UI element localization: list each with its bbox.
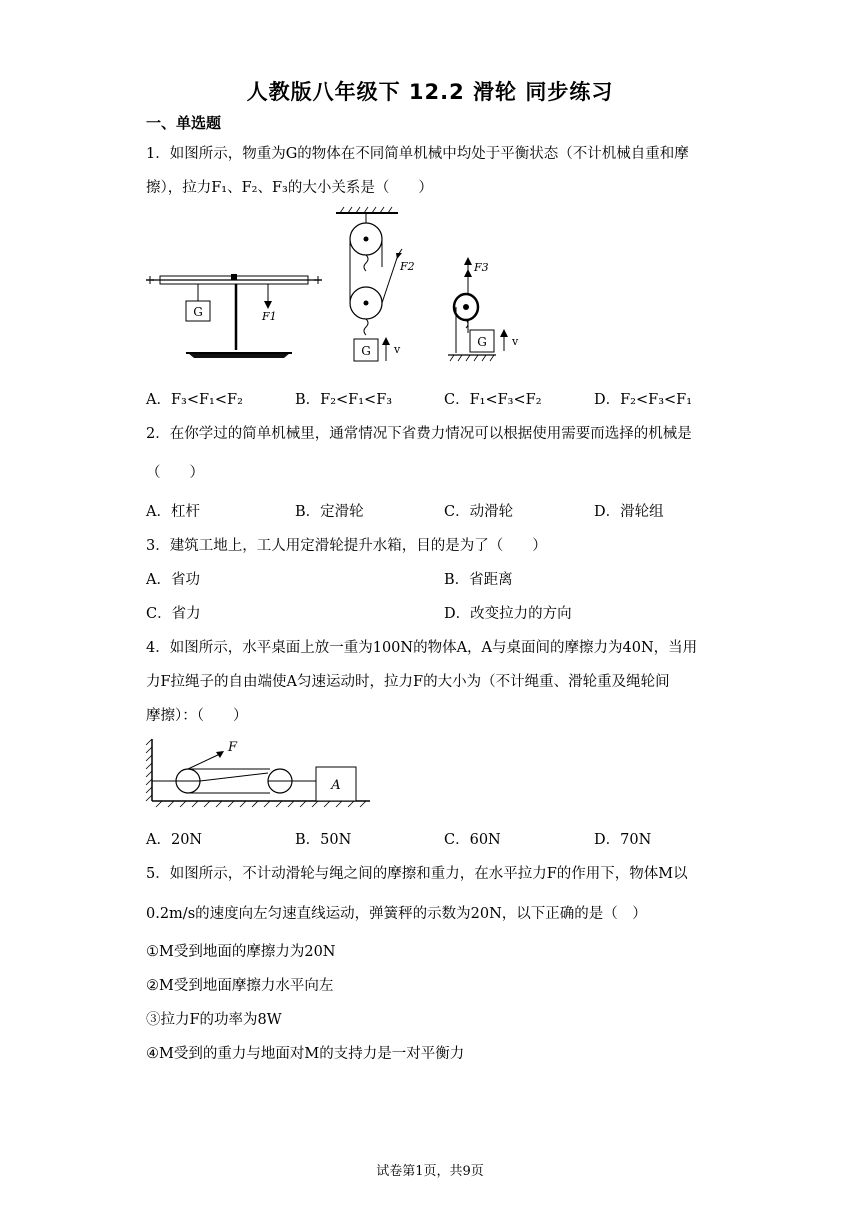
- q1-v-label-1: v: [394, 343, 401, 356]
- q2-stem-line1: 2．在你学过的简单机械里，通常情况下省费力情况可以根据使用需要而选择的机械是: [146, 426, 692, 442]
- q4-option-d[interactable]: D．70N: [594, 832, 652, 848]
- q4-stem-line2: 力F拉绳子的自由端使A匀速运动时，拉力F的大小为（不计绳重、滑轮重及绳轮间: [146, 674, 670, 690]
- q3-stem: 3．建筑工地上，工人用定滑轮提升水箱，目的是为了（ ）: [146, 538, 547, 554]
- q4-option-c[interactable]: C．60N: [444, 832, 501, 848]
- q1-f3-label: F3: [474, 261, 489, 274]
- q5-statement-4: ④M受到的重力与地面对M的支持力是一对平衡力: [146, 1046, 465, 1062]
- q1-option-b[interactable]: B．F₂<F₁<F₃: [295, 392, 393, 408]
- q4-a-label: A: [331, 778, 341, 793]
- lever-diagram: [146, 274, 322, 358]
- q5-stem-line1: 5．如图所示，不计动滑轮与绳之间的摩擦和重力，在水平拉力F的作用下，物体M以: [146, 866, 688, 882]
- q3-option-a[interactable]: A．省功: [146, 572, 200, 588]
- q4-stem-line3: 摩擦）：（ ）: [146, 708, 248, 724]
- q1-f2-label: F2: [400, 260, 415, 273]
- q1-pulley-g-label: G: [361, 344, 371, 358]
- q5-statement-3: ③拉力F的功率为8W: [146, 1012, 282, 1028]
- q4-option-b[interactable]: B．50N: [295, 832, 352, 848]
- q1-f1-label: F1: [262, 310, 277, 323]
- pulley-system-f3: [448, 257, 519, 361]
- q2-option-c[interactable]: C．动滑轮: [444, 504, 514, 520]
- q4-f-label: F: [228, 740, 238, 755]
- q1-option-c[interactable]: C．F₁<F₃<F₂: [444, 392, 542, 408]
- q4-figure: [140, 735, 380, 810]
- q2-option-d[interactable]: D．滑轮组: [594, 504, 664, 520]
- q1-stem-line2: 擦），拉力F₁、F₂、F₃的大小关系是（ ）: [146, 180, 433, 196]
- q2-option-b[interactable]: B．定滑轮: [295, 504, 364, 520]
- q1-option-a[interactable]: A．F₃<F₁<F₂: [146, 392, 243, 408]
- section-heading: 一、单选题: [146, 114, 222, 132]
- q4-stem-line1: 4．如图所示，水平桌面上放一重为100N的物体A，A与桌面间的摩擦力为40N，当用: [146, 640, 698, 656]
- q3-option-c[interactable]: C．省力: [146, 606, 201, 622]
- q1-figure: [140, 205, 520, 375]
- q1-lever-g-label: G: [193, 305, 203, 319]
- q1-stem-line1: 1．如图所示，物重为G的物体在不同简单机械中均处于平衡状态（不计机械自重和摩: [146, 146, 689, 162]
- q1-option-d[interactable]: D．F₂<F₃<F₁: [594, 392, 693, 408]
- page-footer: 试卷第1页，共9页: [376, 1164, 484, 1179]
- q4-option-a[interactable]: A．20N: [146, 832, 203, 848]
- q3-option-d[interactable]: D．改变拉力的方向: [444, 606, 572, 622]
- q5-statement-1: ①M受到地面的摩擦力为20N: [146, 944, 336, 960]
- page-title: 人教版八年级下 12.2 滑轮 同步练习: [246, 80, 614, 104]
- pulley-system-f2: [336, 207, 415, 361]
- q5-statement-2: ②M受到地面摩擦力水平向左: [146, 978, 334, 994]
- q2-stem-line2: （ ）: [146, 465, 204, 481]
- q5-stem-line2: 0.2m/s的速度向左匀速直线运动，弹簧秤的示数为20N，以下正确的是（ ）: [146, 906, 647, 922]
- q1-v-label-2: v: [512, 335, 519, 348]
- q3-option-b[interactable]: B．省距离: [444, 572, 513, 588]
- q1-movable-g-label: G: [477, 335, 487, 349]
- q2-option-a[interactable]: A．杠杆: [146, 504, 200, 520]
